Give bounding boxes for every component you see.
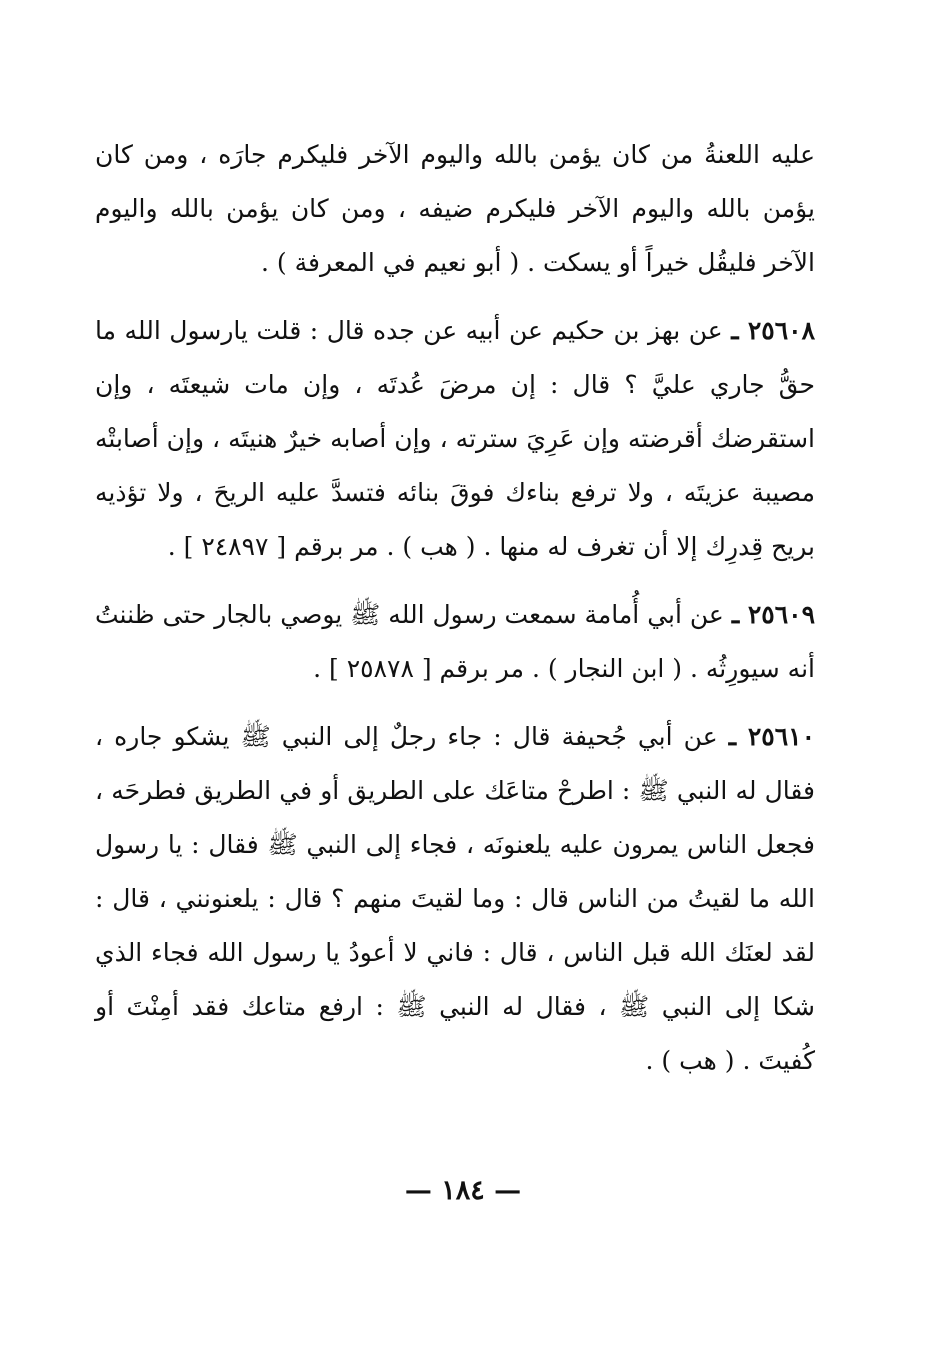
hadith-paragraph-25609 <box>95 588 815 696</box>
page-number: — ١٨٤ — <box>404 1175 522 1206</box>
hadith-paragraph-25608 <box>95 304 815 574</box>
paragraph-text: عليه اللعنةُ من كان يؤمن بالله واليوم الآخر فليكرم جارَه ، ومن كان يؤمن بالله واليوم الآخر فليكرم ضيفه ، ومن كان يؤمن بالله واليوم الآخر فليقُل خيراً أو يسكت . ( أبو نعيم في المعرفة ) . <box>95 140 815 277</box>
paragraph-continuation <box>95 128 815 290</box>
hadith-paragraph-25610 <box>95 710 815 1088</box>
hadith-number: ٢٥٦٠٩ ـ <box>731 600 816 629</box>
paragraph-text: عن أبي جُحيفة قال : جاء رجلٌ إلى النبي ﷺ يشكو جاره ، فقال له النبي ﷺ : اطرحْ متاعَك على الطريق أو في الطريق فطرحَه ، فجعل الناس يمرون عليه يلعنونَه ، فجاء إلى النبي ﷺ فقال : يا رسول الله ما لقيتُ من الناس قال : وما لقيتَ منهم ؟ قال : يلعنونني ، قال : لقد لعنَك الله قبل الناس ، قال : فاني لا أعودُ يا رسول الله فجاء الذي شكا إلى النبي ﷺ ، فقال له النبي ﷺ : ارفع متاعك فقد أمِنْتَ أو كُفيتَ . ( هب ) . <box>95 722 815 1075</box>
paragraph-text: عن بهز بن حكيم عن أبيه عن جده قال : قلت يارسول الله ما حقُّ جاري عليَّ ؟ قال : إن مرضَ عُدتَه ، وإن مات شيعتَه ، وإن استقرضك أقرضته وإن عَرِيَ سترته ، وإن أصابه خيرٌ هنيتَه ، وإن أصابتْه مصيبة عزيتَه ، ولا ترفع بناءك فوقَ بنائه فتسدَّ عليه الريحَ ، ولا تؤذيه بريح قِدرِك إلا أن تغرف له منها . ( هب ) . مر برقم [ ٢٤٨٩٧ ] . <box>95 316 815 561</box>
hadith-number: ٢٥٦٠٨ ـ <box>731 316 815 345</box>
hadith-number: ٢٥٦١٠ ـ <box>728 722 816 751</box>
text-column <box>95 128 815 1088</box>
paragraph-text: عن أبي أُمامة سمعت رسول الله ﷺ يوصي بالجار حتى ظننتُ أنه سيورِثُه . ( ابن النجار ) . مر برقم [ ٢٥٨٧٨ ] . <box>95 600 815 683</box>
